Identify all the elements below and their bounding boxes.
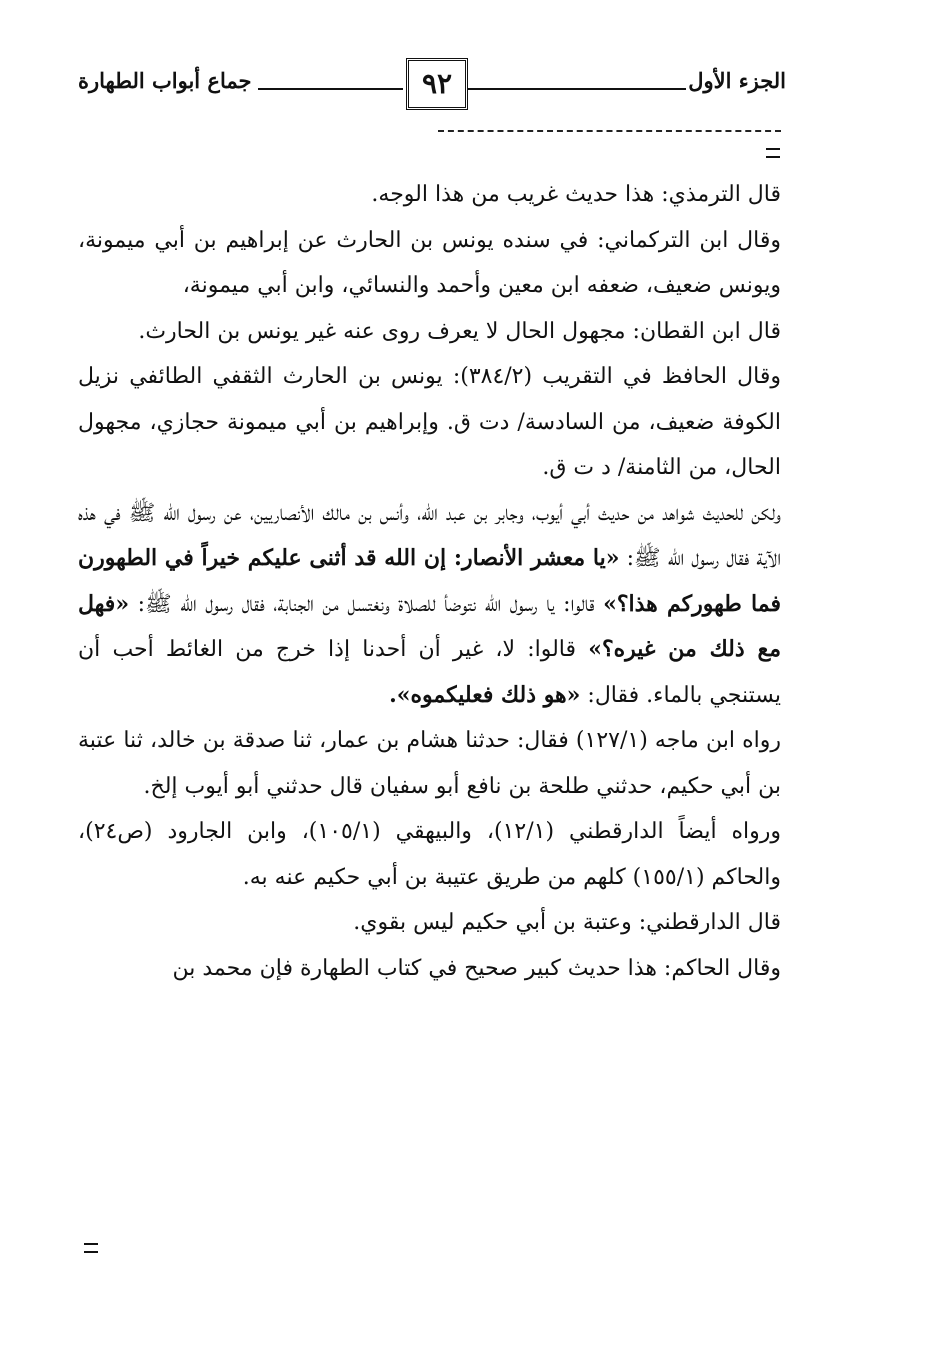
paragraph: وقال الحافظ في التقريب (٣٨٤/٢): يونس بن الحارث الثقفي الطائفي نزيل الكوفة ضعيف، من السادسة/ دت ق. وإبراهيم بن أبي ميمونة حجازي، مجهول الحال، من الثامنة/ د ت ق.: [78, 364, 781, 480]
header-rule-left: [258, 88, 403, 90]
paragraph: وقال ابن التركماني: في سنده يونس بن الحارث عن إبراهيم بن أبي ميمونة، ويونس ضعيف، ضعفه ابن معين وأحمد والنسائي، وابن أبي ميمونة،: [78, 227, 781, 298]
page-header: [78, 58, 786, 120]
hadith-quote: «هو ذلك فعليكموه».: [389, 681, 581, 708]
double-bar-mark: [84, 1243, 98, 1253]
paragraph: ورواه أيضاً الدارقطني (١٢/١)، والبيهقي (١٠٥/١)، وابن الجارود (ص٢٤)، والحاكم (١٥٥/١) كلهم من طريق عتيبة بن أبي حكيم عنه به.: [78, 819, 782, 890]
paragraph: قال الدارقطني: وعتبة بن أبي حكيم ليس بقوي.: [353, 910, 781, 935]
page-body: [78, 172, 781, 991]
dashed-separator: [438, 130, 781, 132]
paragraph: [78, 491, 781, 719]
paragraph: رواه ابن ماجه (١٢٧/١) فقال: حدثنا هشام بن عمار، ثنا صدقة بن خالد، ثنا عتبة بن أبي حكيم، حدثني طلحة بن نافع أبو سفيان قال حدثني أبو أيوب إلخ.: [78, 728, 781, 799]
paragraph-text: قالوا: يا رسول الله نتوضأ للصلاة ونغتسل من الجنابة، فقال رسول الله ﷺ:: [137, 591, 595, 617]
page-number: ٩٢: [406, 58, 468, 110]
hadith-quote: «فهل مع ذلك من غيره؟»: [78, 590, 781, 662]
double-bar-mark: [766, 148, 780, 158]
paragraph-text: قالوا: لا، غير أن أحدنا إذا خرج من الغائط أحب أن يستنجي بالماء. فقال:: [78, 637, 781, 708]
paragraph: قال ابن القطان: مجهول الحال لا يعرف روى عنه غير يونس بن الحارث.: [138, 318, 781, 344]
section-title: جماع أبواب الطهارة: [78, 68, 252, 93]
volume-title: الجزء الأول: [688, 68, 786, 93]
paragraph-text: ولكن للحديث شواهد من حديث أبي أيوب، وجابر بن عبد الله، وأنس بن مالك الأنصاريين، عن رسول الله ﷺ في هذه الآية فقال رسول الله ﷺ:: [78, 500, 781, 571]
hadith-quote: «يا معشر الأنصار: إن الله قد أثنى عليكم خيراً في الطهورن فما طهوركم هذا؟»: [78, 545, 781, 617]
paragraph: قال الترمذي: هذا حديث غريب من هذا الوجه.: [371, 182, 781, 207]
paragraph: وقال الحاكم: هذا حديث كبير صحيح في كتاب الطهارة فإن محمد بن: [172, 955, 781, 981]
header-rule-right: [466, 88, 686, 90]
